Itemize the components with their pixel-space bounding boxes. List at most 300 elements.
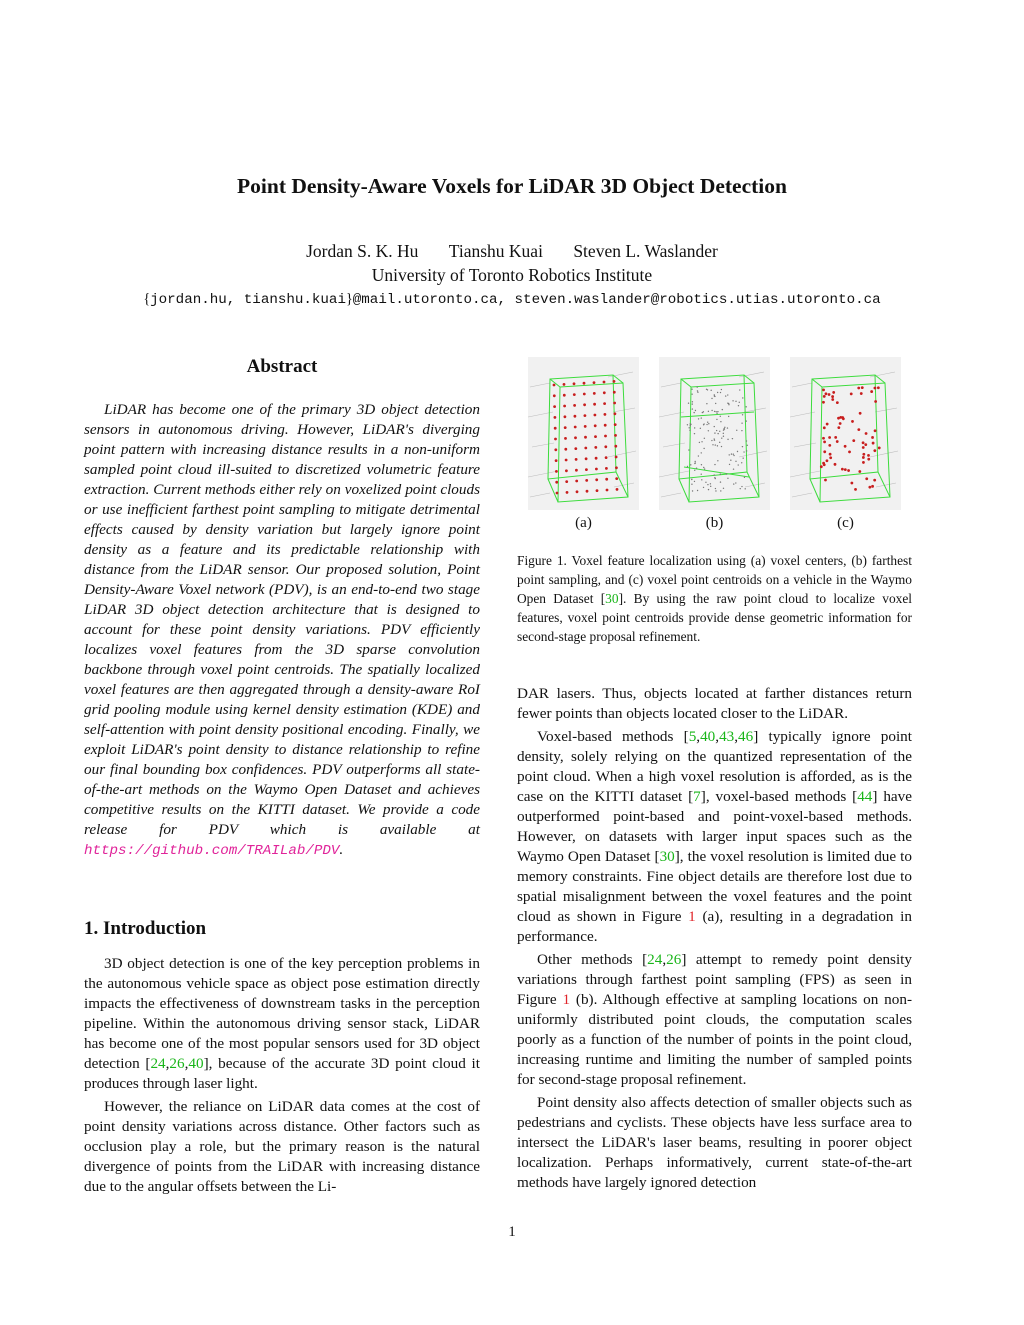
point-marker (700, 428, 701, 429)
point-marker (565, 480, 568, 483)
point-marker (563, 394, 566, 397)
point-marker (553, 394, 556, 397)
point-marker (844, 468, 847, 471)
paragraph: However, the reliance on LiDAR data comes at the cost of point density variations across distance. Other factors such as occlusion play a role, but the primary reason is the natural divergence of points from the LiDAR with increasing distance due to the angular offsets between the Li- (84, 1098, 480, 1195)
point-marker (722, 409, 723, 410)
point-marker (586, 490, 589, 493)
citation-link[interactable]: 24 (647, 951, 663, 968)
point-marker (613, 402, 616, 405)
point-marker (695, 410, 696, 411)
point-marker (585, 468, 588, 471)
point-marker (708, 423, 709, 424)
point-marker (861, 386, 864, 389)
point-marker (720, 481, 721, 482)
point-marker (691, 389, 692, 390)
point-marker (573, 404, 576, 407)
point-marker (555, 470, 558, 473)
point-marker (583, 393, 586, 396)
author-list (0, 241, 1024, 262)
point-marker (574, 426, 577, 429)
point-marker (743, 451, 744, 452)
point-marker (828, 436, 831, 439)
paragraph: DAR lasers. Thus, objects located at farther distances return fewer points than objects located closer to the LiDAR. (517, 685, 912, 722)
point-marker (566, 491, 569, 494)
citation-link[interactable]: 40 (188, 1055, 204, 1072)
point-marker (719, 442, 720, 443)
point-marker (693, 412, 694, 413)
point-marker (716, 413, 717, 414)
point-marker (717, 445, 718, 446)
point-marker (716, 419, 717, 420)
abstract-end: . (339, 841, 344, 858)
point-marker (741, 430, 742, 431)
point-marker (574, 415, 577, 418)
point-marker (714, 395, 715, 396)
point-marker (715, 488, 716, 489)
point-marker (593, 381, 596, 384)
point-marker (867, 454, 870, 457)
abstract-body: LiDAR has become one of the primary 3D object detection sensors in autonomous driving. However, LiDAR's diverging point pattern with increasing distance results in a non-uniform sampled point cloud ill-suited to discretized volumetric feature extraction. Current methods either rely on voxelized point clouds or use inefficient farthest point sampling to mitigate detrimental effects caused by density variation but largely ignore point density as a feature and its predictable relationship with distance from the LiDAR sensor. Our proposed solution, Point Density-Aware Voxel network (PDV), is an end-to-end two stage LiDAR 3D object detection architecture that is designed to account for these point density variations. PDV efficiently localizes voxel features from the 3D sparse convolution backbone through voxel point centroids. The spatially localized voxel features are then aggregated through a density-aware RoI grid pooling module using kernel density estimation (KDE) and self-attention with point density positional encoding. Finally, we exploit LiDAR's point density to distance relationship to refine our final bounding box confidences. PDV outperforms all state-of-the-art methods on the Waymo Open Dataset and achieves competitive results on the KITTI dataset. We provide a code release for PDV which is available at (84, 401, 480, 838)
point-marker (717, 433, 718, 434)
point-marker (594, 435, 597, 438)
point-marker (707, 422, 708, 423)
point-marker (584, 425, 587, 428)
point-marker (717, 392, 718, 393)
point-marker (733, 455, 734, 456)
point-marker (606, 489, 609, 492)
citation-link[interactable]: 30 (659, 848, 675, 865)
text: Voxel-based methods [ (537, 728, 689, 745)
point-marker (831, 398, 834, 401)
citation-link[interactable]: 46 (738, 728, 754, 745)
point-cloud-centroids-image (790, 357, 901, 510)
point-marker (727, 394, 728, 395)
point-marker (706, 424, 707, 425)
point-marker (859, 412, 862, 415)
point-marker (740, 488, 741, 489)
point-marker (565, 469, 568, 472)
point-marker (872, 442, 875, 445)
point-marker (723, 488, 724, 489)
point-marker (695, 462, 696, 463)
citation-link[interactable]: 40 (700, 728, 716, 745)
point-marker (593, 403, 596, 406)
point-marker (720, 474, 721, 475)
point-marker (616, 488, 619, 491)
citation-link[interactable]: 43 (719, 728, 735, 745)
point-marker (839, 416, 842, 419)
point-marker (720, 416, 721, 417)
point-marker (862, 446, 865, 449)
point-marker (742, 446, 743, 447)
point-marker (727, 427, 728, 428)
point-marker (715, 411, 716, 412)
point-marker (717, 460, 718, 461)
citation-link[interactable]: 26 (666, 951, 682, 968)
point-marker (747, 445, 748, 446)
point-marker (691, 484, 692, 485)
figure-label-b: (b) (705, 515, 724, 531)
point-marker (554, 416, 557, 419)
point-marker (736, 430, 737, 431)
point-cloud-voxel-centers-image (528, 357, 639, 510)
point-marker (688, 427, 689, 428)
point-marker (836, 440, 839, 443)
point-marker (839, 422, 842, 425)
caption-text: ]. By using the raw point cloud to localize voxel features, voxel point centroids provide dense geometric information for second-stage proposal refinement. (517, 591, 912, 644)
point-marker (704, 468, 705, 469)
author-name: Jordan S. K. Hu (306, 241, 419, 261)
point-marker (614, 412, 617, 415)
point-marker (874, 429, 877, 432)
point-marker (744, 477, 745, 478)
point-marker (697, 386, 698, 387)
point-marker (741, 422, 742, 423)
point-marker (703, 467, 704, 468)
point-marker (727, 478, 728, 479)
point-marker (715, 403, 716, 404)
email-group: jordan.hu, tianshu.kuai (150, 292, 346, 308)
text: ] attempt to remedy point density variations through farthest point sampling (FPS) as seen in Figure (517, 951, 912, 1008)
point-marker (862, 461, 865, 464)
point-marker (862, 441, 865, 444)
point-marker (689, 430, 690, 431)
figure-ref-link[interactable]: 1 (688, 908, 696, 925)
abstract-text (84, 400, 480, 861)
point-marker (595, 457, 598, 460)
text: (a), resulting in a degradation in performance. (517, 908, 912, 945)
point-marker (715, 490, 716, 491)
point-marker (867, 458, 870, 461)
point-marker (707, 484, 708, 485)
point-marker (701, 441, 702, 442)
abstract-heading: Abstract (246, 356, 318, 377)
citation-link[interactable]: 30 (605, 591, 619, 606)
point-marker (584, 436, 587, 439)
point-marker (847, 469, 850, 472)
point-marker (717, 411, 718, 412)
point-marker (576, 490, 579, 493)
figure-panel-a (528, 357, 639, 510)
text: 3D object detection is one of the key perception problems in the autonomous vehicle space as object pose estimation directly impacts the effectiveness of downstream tasks in the perception pipeline. Within the autonomous driving sensor stack, LiDAR has become one of the most popular sensors used for 3D object detection [ (84, 955, 480, 1072)
text: ], voxel-based methods [ (700, 788, 858, 805)
point-marker (746, 420, 747, 421)
point-marker (554, 427, 557, 430)
point-marker (689, 423, 690, 424)
figure-label-a: (a) (575, 515, 592, 531)
point-marker (724, 427, 725, 428)
paragraph: Other methods [24,26] attempt to remedy point density variations through farthest point sampling (FPS) as seen in Figure 1 (b). Although effective at sampling locations on non-uniformly distributed point clouds, the computation scales poorly as a function of the number of points in the point cloud, increasing runtime and limiting the number of sampled points for second-stage proposal refinement. (517, 951, 913, 1088)
point-marker (711, 440, 712, 441)
point-marker (825, 392, 828, 395)
point-marker (563, 383, 566, 386)
point-marker (573, 393, 576, 396)
point-marker (604, 445, 607, 448)
point-marker (860, 392, 863, 395)
point-marker (729, 464, 730, 465)
point-marker (583, 382, 586, 385)
point-marker (708, 489, 709, 490)
section-heading-introduction: 1. Introduction (84, 918, 207, 939)
point-marker (733, 454, 734, 455)
text: , (165, 1055, 170, 1072)
point-marker (575, 458, 578, 461)
point-marker (714, 411, 715, 412)
point-marker (704, 438, 705, 439)
paper-title: Point Density-Aware Voxels for LiDAR 3D Object Detection (237, 174, 787, 198)
point-marker (714, 432, 715, 433)
point-marker (710, 486, 711, 487)
point-marker (871, 436, 874, 439)
point-marker (836, 401, 839, 404)
code-url-link[interactable]: https://github.com/TRAILab/PDV (84, 843, 340, 859)
point-marker (733, 483, 734, 484)
point-marker (615, 477, 618, 480)
text: ] have outperformed point-based and point-voxel-based methods. However, on datasets with larger input spaces such as the Waymo Open Dataset [ (517, 788, 912, 865)
point-marker (852, 439, 855, 442)
point-marker (737, 451, 738, 452)
point-marker (583, 403, 586, 406)
point-marker (694, 481, 695, 482)
point-marker (713, 438, 714, 439)
point-marker (596, 489, 599, 492)
point-marker (746, 450, 747, 451)
paragraph: Voxel-based methods [5,40,43,46] typically ignore point density, solely relying on the quantized representation of the point cloud. When a high voxel resolution is afforded, as is the case on the KITTI dataset [7], voxel-based methods [44] have outperformed point-based and point-voxel-based methods. However, on datasets with larger input spaces such as the Waymo Open Dataset [30], the voxel resolution is limited due to memory constraints. Fine object details are therefore lost due to spatial misalignment between the voxel features and the point cloud as shown in Figure 1 (a), resulting in a degradation in performance. (517, 728, 913, 945)
point-marker (857, 428, 860, 431)
point-marker (707, 389, 708, 390)
point-marker (874, 387, 877, 390)
point-marker (690, 425, 691, 426)
point-marker (613, 380, 616, 383)
point-marker (822, 388, 825, 391)
point-marker (822, 401, 825, 404)
point-marker (584, 414, 587, 417)
point-marker (870, 390, 873, 393)
author-name: Steven L. Waslander (573, 241, 718, 261)
point-marker (726, 473, 727, 474)
point-marker (615, 466, 618, 469)
citation-link[interactable]: 44 (857, 788, 873, 805)
point-marker (828, 393, 831, 396)
citation-link[interactable]: 7 (693, 788, 701, 805)
point-marker (691, 393, 692, 394)
point-marker (563, 405, 566, 408)
point-marker (720, 421, 721, 422)
point-marker (554, 438, 557, 441)
point-marker (603, 381, 606, 384)
point-marker (735, 482, 736, 483)
point-marker (615, 456, 618, 459)
point-marker (603, 402, 606, 405)
point-marker (593, 392, 596, 395)
point-marker (573, 382, 576, 385)
figure-panel-b (659, 357, 770, 510)
point-marker (564, 415, 567, 418)
point-marker (691, 479, 692, 480)
page-number: 1 (508, 1224, 516, 1240)
point-marker (723, 436, 724, 437)
point-marker (728, 404, 729, 405)
point-marker (594, 414, 597, 417)
text: ] typically ignore point density, solely relying on the quantized representation of the point cloud. When a high voxel resolution is afforded, as is the case on the KITTI dataset [ (517, 728, 912, 805)
point-marker (714, 474, 715, 475)
point-marker (742, 457, 743, 458)
point-marker (699, 442, 700, 443)
point-marker (728, 416, 729, 417)
point-marker (697, 392, 698, 393)
point-marker (720, 490, 721, 491)
point-marker (841, 468, 844, 471)
point-marker (555, 481, 558, 484)
point-marker (826, 459, 829, 462)
point-marker (594, 424, 597, 427)
point-marker (832, 391, 835, 394)
point-marker (708, 430, 709, 431)
point-marker (745, 488, 746, 489)
text: (b). Although effective at sampling locations on non-uniformly distributed point clouds, the computation scales poorly as a function of the number of points in the point cloud, increasing runtime and limiting the number of sampled points for second-stage proposal refinement. (517, 991, 913, 1088)
citation-link[interactable]: 24 (150, 1055, 166, 1072)
point-marker (614, 423, 617, 426)
point-marker (553, 384, 556, 387)
point-marker (862, 456, 865, 459)
point-marker (848, 451, 851, 454)
point-marker (826, 423, 829, 426)
citation-link[interactable]: 5 (688, 728, 697, 745)
point-marker (710, 483, 711, 484)
point-marker (595, 468, 598, 471)
point-marker (738, 405, 739, 406)
point-marker (829, 456, 832, 459)
figure-label-c: (c) (837, 515, 854, 531)
point-marker (742, 414, 743, 415)
point-marker (822, 437, 825, 440)
point-marker (732, 400, 733, 401)
point-cloud-fps-image (659, 357, 770, 510)
point-marker (735, 461, 736, 462)
point-marker (710, 390, 711, 391)
point-marker (878, 447, 881, 450)
brace-open: { (143, 291, 151, 307)
point-marker (714, 477, 715, 478)
right-column-body (517, 684, 912, 1196)
point-marker (697, 490, 698, 491)
paragraph (84, 954, 480, 1094)
point-marker (701, 417, 702, 418)
point-marker (594, 446, 597, 449)
point-marker (731, 453, 732, 454)
author-emails (0, 291, 1024, 308)
point-marker (873, 449, 876, 452)
point-marker (706, 403, 707, 404)
figure-ref-link[interactable]: 1 (562, 991, 571, 1008)
point-marker (877, 386, 880, 389)
point-marker (873, 479, 876, 482)
point-marker (865, 477, 868, 480)
point-marker (575, 469, 578, 472)
point-marker (711, 398, 712, 399)
point-marker (694, 470, 695, 471)
point-marker (705, 482, 706, 483)
citation-link[interactable]: 26 (169, 1055, 185, 1072)
point-marker (746, 440, 747, 441)
affiliation: University of Toronto Robotics Institute (371, 265, 653, 285)
point-marker (837, 426, 840, 429)
point-marker (696, 467, 697, 468)
point-marker (564, 437, 567, 440)
point-marker (604, 413, 607, 416)
point-marker (694, 427, 695, 428)
point-marker (823, 440, 826, 443)
point-marker (829, 453, 832, 456)
text: Other methods [ (537, 951, 648, 968)
point-marker (574, 436, 577, 439)
point-marker (721, 446, 722, 447)
point-marker (711, 410, 712, 411)
point-marker (698, 418, 699, 419)
point-marker (746, 406, 747, 407)
point-marker (688, 403, 689, 404)
point-marker (741, 486, 742, 487)
point-marker (702, 412, 703, 413)
point-marker (694, 433, 695, 434)
point-marker (605, 456, 608, 459)
point-marker (862, 453, 865, 456)
point-marker (732, 438, 733, 439)
point-marker (703, 448, 704, 449)
point-marker (729, 454, 730, 455)
point-marker (735, 401, 736, 402)
point-marker (604, 435, 607, 438)
point-marker (851, 420, 854, 423)
brace-close: } (345, 291, 353, 307)
point-marker (739, 402, 740, 403)
point-marker (864, 443, 867, 446)
point-marker (584, 447, 587, 450)
point-marker (614, 434, 617, 437)
point-marker (554, 448, 557, 451)
caption-text: Figure 1. Voxel feature localization using (a) voxel centers, (b) farthest point sampling, and (c) voxel point centroids on a vehicle in the Waymo Open Dataset [ (517, 553, 912, 606)
point-marker (823, 395, 826, 398)
point-marker (585, 457, 588, 460)
point-marker (820, 465, 823, 468)
point-marker (733, 468, 734, 469)
point-marker (854, 488, 857, 491)
point-marker (692, 408, 693, 409)
point-marker (692, 490, 693, 491)
point-marker (687, 424, 688, 425)
point-marker (715, 444, 716, 445)
point-marker (574, 447, 577, 450)
point-marker (697, 390, 698, 391)
point-marker (556, 492, 559, 495)
point-marker (703, 487, 704, 488)
point-marker (565, 459, 568, 462)
point-marker (720, 392, 721, 393)
point-marker (723, 428, 724, 429)
point-marker (858, 470, 861, 473)
point-marker (844, 445, 847, 448)
figure-caption (517, 551, 912, 646)
point-marker (692, 403, 693, 404)
point-marker (604, 424, 607, 427)
point-marker (613, 391, 616, 394)
point-marker (564, 426, 567, 429)
point-marker (725, 395, 726, 396)
point-marker (721, 389, 722, 390)
text: ], the voxel resolution is limited due to memory constraints. Fine object details are therefore lost due to spatial misalignment between the voxel features and the point cloud as shown in Figure (517, 848, 913, 925)
point-marker (575, 480, 578, 483)
point-marker (742, 397, 743, 398)
